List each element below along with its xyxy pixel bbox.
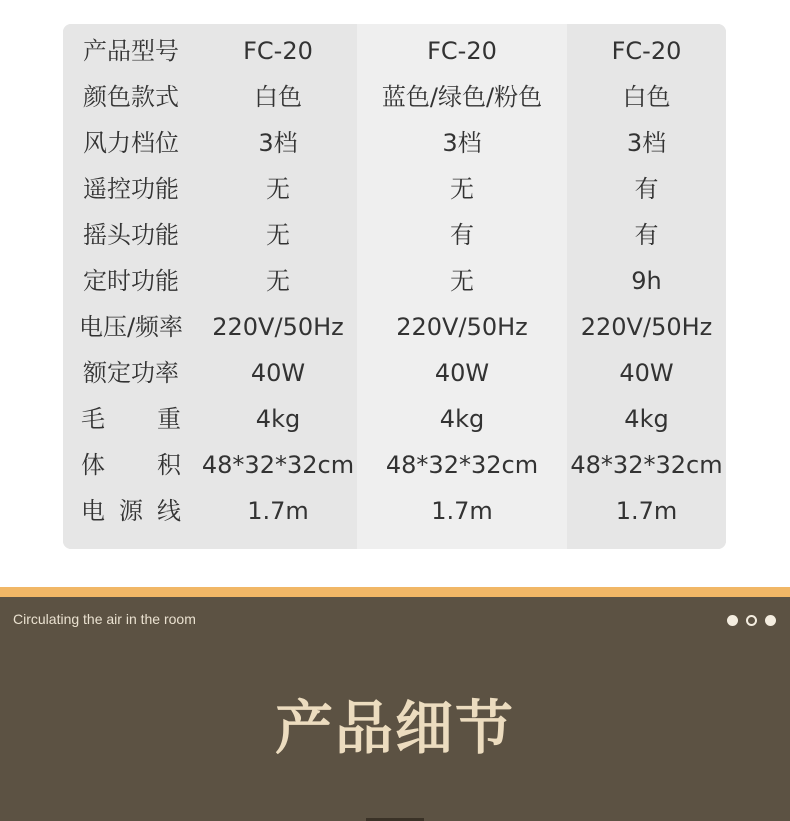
row-label <box>63 488 199 534</box>
row-label: 产品型号 <box>83 37 179 65</box>
table-row <box>63 442 726 488</box>
table-row <box>63 166 726 212</box>
row-label: 风力档位 <box>83 129 179 157</box>
carousel-dots[interactable] <box>727 615 776 626</box>
spec-table <box>63 24 726 549</box>
cell-model-c: 白色 <box>622 83 671 111</box>
row-label-part: 线 <box>157 497 181 525</box>
cell-model-a: 无 <box>266 175 290 203</box>
cell-model-c: 40W <box>619 359 674 387</box>
cell-model-c: 1.7m <box>615 497 678 525</box>
row-label-part: 体 <box>81 451 105 479</box>
section-title: 产品细节 <box>274 694 515 762</box>
row-label <box>63 396 199 442</box>
cell-model-c: 48*32*32cm <box>570 451 723 479</box>
row-label-part: 源 <box>119 497 143 525</box>
row-label: 摇头功能 <box>83 221 179 249</box>
row-label-part: 重 <box>157 405 181 433</box>
table-row <box>63 488 726 534</box>
row-label: 电压/频率 <box>78 313 184 341</box>
table-row <box>63 120 726 166</box>
banner-caption: Circulating the air in the room <box>13 611 196 627</box>
row-label: 定时功能 <box>83 267 179 295</box>
table-row <box>63 396 726 442</box>
cell-model-b: 40W <box>434 359 490 387</box>
table-row <box>63 212 726 258</box>
cell-model-a: 48*32*32cm <box>201 451 355 479</box>
table-row <box>63 28 726 74</box>
table-row <box>63 350 726 396</box>
cell-model-c: 4kg <box>624 405 669 433</box>
cell-model-a: 无 <box>266 267 290 295</box>
carousel-dot-1[interactable] <box>727 615 738 626</box>
cell-model-b: 4kg <box>439 405 485 433</box>
cell-model-a: 4kg <box>255 405 301 433</box>
row-label: 额定功率 <box>83 359 179 387</box>
product-detail-banner <box>0 597 790 821</box>
cell-model-a: 40W <box>250 359 306 387</box>
cell-model-b: 无 <box>450 175 474 203</box>
cell-model-a: 220V/50Hz <box>212 313 344 341</box>
cell-model-a: FC-20 <box>243 37 313 65</box>
row-label-part: 积 <box>157 451 181 479</box>
cell-model-c: 有 <box>634 221 659 249</box>
carousel-dot-3[interactable] <box>765 615 776 626</box>
cell-model-a: 1.7m <box>247 497 309 525</box>
row-label-part: 毛 <box>81 405 105 433</box>
cell-model-a: 3档 <box>258 129 298 157</box>
row-label <box>63 442 199 488</box>
cell-model-a: 无 <box>266 221 290 249</box>
cell-model-b: 220V/50Hz <box>396 313 528 341</box>
cell-model-b: 无 <box>450 267 474 295</box>
cell-model-b: FC-20 <box>427 37 497 65</box>
accent-divider <box>0 587 790 597</box>
row-label: 遥控功能 <box>83 175 179 203</box>
table-row <box>63 304 726 350</box>
cell-model-b: 3档 <box>442 129 482 157</box>
cell-model-c: FC-20 <box>611 37 682 65</box>
cell-model-a: 白色 <box>254 83 302 111</box>
table-row <box>63 74 726 120</box>
table-row <box>63 258 726 304</box>
cell-model-c: 3档 <box>626 129 667 157</box>
cell-model-b: 48*32*32cm <box>385 451 539 479</box>
cell-model-b: 有 <box>450 221 474 249</box>
carousel-dot-2[interactable] <box>746 615 757 626</box>
row-label: 颜色款式 <box>83 83 179 111</box>
row-label-part: 电 <box>81 497 105 525</box>
cell-model-b: 蓝色/绿色/粉色 <box>381 83 543 111</box>
cell-model-c: 有 <box>634 175 659 203</box>
cell-model-b: 1.7m <box>431 497 493 525</box>
cell-model-c: 220V/50Hz <box>580 313 713 341</box>
cell-model-c: 9h <box>631 267 662 295</box>
